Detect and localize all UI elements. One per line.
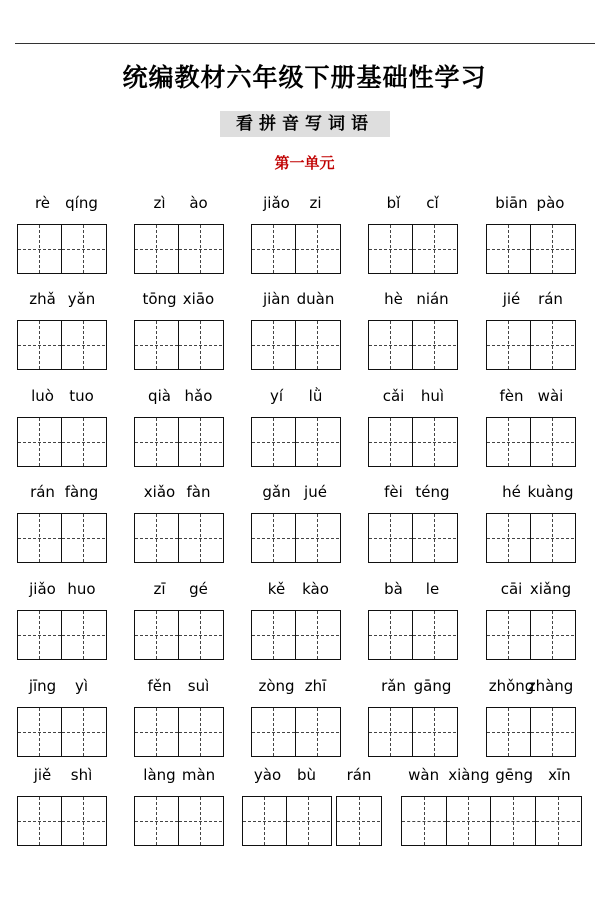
pinyin-line: [368, 290, 458, 314]
tianzige-box[interactable]: [135, 514, 179, 562]
pinyin-line: [486, 290, 576, 314]
pinyin-syllable: jiǎo: [29, 580, 56, 598]
writing-grid[interactable]: [336, 796, 382, 846]
word-item: [368, 677, 458, 757]
tianzige-box[interactable]: [135, 611, 179, 659]
pinyin-syllable: rán: [30, 483, 55, 501]
tianzige-box[interactable]: [491, 797, 536, 845]
writing-grid[interactable]: [486, 320, 576, 370]
pinyin-syllable: duàn: [296, 290, 335, 308]
tianzige-box[interactable]: [252, 708, 296, 756]
tianzige-box[interactable]: [296, 611, 340, 659]
pinyin-syllable: lǜ: [308, 387, 323, 405]
tianzige-box[interactable]: [18, 418, 62, 466]
pinyin-line: [134, 194, 224, 218]
pinyin-syllable: zì: [153, 194, 166, 212]
writing-grid[interactable]: [368, 513, 458, 563]
tianzige-box[interactable]: [287, 797, 331, 845]
pinyin-syllable: làng: [143, 766, 176, 784]
tianzige-box[interactable]: [402, 797, 447, 845]
pinyin-syllable: zhǒng: [488, 677, 535, 695]
tianzige-box[interactable]: [413, 708, 457, 756]
word-item: [251, 483, 341, 563]
writing-grid[interactable]: [368, 610, 458, 660]
tianzige-box[interactable]: [62, 225, 106, 273]
pinyin-syllable: jiě: [33, 766, 52, 784]
pinyin-syllable: wàn: [408, 766, 440, 784]
tianzige-box[interactable]: [531, 708, 575, 756]
writing-grid[interactable]: [368, 707, 458, 757]
pinyin-syllable: gǎn: [262, 483, 291, 501]
writing-grid[interactable]: [17, 796, 107, 846]
pinyin-syllable: huo: [67, 580, 96, 598]
tianzige-box[interactable]: [447, 797, 492, 845]
tianzige-box[interactable]: [296, 514, 340, 562]
pinyin-syllable: fèn: [499, 387, 524, 405]
pinyin-syllable: ào: [189, 194, 208, 212]
pinyin-syllable: rán: [346, 766, 372, 784]
tianzige-box[interactable]: [252, 225, 296, 273]
tianzige-box[interactable]: [531, 321, 575, 369]
pinyin-syllable: màn: [181, 766, 216, 784]
tianzige-box[interactable]: [62, 418, 106, 466]
pinyin-line: [17, 766, 107, 790]
writing-grid[interactable]: [251, 417, 341, 467]
tianzige-box[interactable]: [369, 708, 413, 756]
pinyin-line: [251, 483, 341, 507]
tianzige-box[interactable]: [179, 321, 223, 369]
pinyin-line: [336, 766, 382, 790]
unit-title: 第一单元: [274, 154, 335, 172]
word-item: [134, 677, 224, 757]
pinyin-line: [368, 677, 458, 701]
pinyin-syllable: jiǎo: [263, 194, 290, 212]
tianzige-box[interactable]: [179, 611, 223, 659]
writing-grid[interactable]: [134, 417, 224, 467]
pinyin-syllable: qià: [148, 387, 171, 405]
pinyin-syllable: rǎn: [381, 677, 406, 695]
pinyin-line: [251, 387, 341, 411]
word-item: [486, 387, 576, 467]
pinyin-syllable: nián: [416, 290, 449, 308]
pinyin-syllable: rè: [34, 194, 51, 212]
word-item: [251, 290, 341, 370]
tianzige-box[interactable]: [135, 418, 179, 466]
tianzige-box[interactable]: [135, 708, 179, 756]
tianzige-box[interactable]: [18, 225, 62, 273]
pinyin-syllable: huì: [420, 387, 445, 405]
tianzige-box[interactable]: [487, 321, 531, 369]
pinyin-syllable: wài: [537, 387, 564, 405]
tianzige-box[interactable]: [531, 225, 575, 273]
word-item: [486, 194, 576, 274]
tianzige-box[interactable]: [487, 708, 531, 756]
tianzige-box[interactable]: [135, 797, 179, 845]
pinyin-syllable: fàn: [186, 483, 211, 501]
word-item: [486, 677, 576, 757]
word-item: [486, 580, 576, 660]
pinyin-syllable: zhī: [304, 677, 327, 695]
pinyin-syllable: biān: [495, 194, 528, 212]
pinyin-line: [17, 387, 107, 411]
tianzige-box[interactable]: [369, 321, 413, 369]
tianzige-box[interactable]: [179, 708, 223, 756]
pinyin-syllable: pào: [536, 194, 565, 212]
pinyin-line: [134, 766, 224, 790]
pinyin-line: [17, 677, 107, 701]
tianzige-box[interactable]: [62, 708, 106, 756]
writing-grid[interactable]: [486, 610, 576, 660]
pinyin-syllable: cǎi: [382, 387, 405, 405]
tianzige-box[interactable]: [369, 514, 413, 562]
tianzige-box[interactable]: [487, 225, 531, 273]
pinyin-syllable: kě: [267, 580, 286, 598]
writing-grid[interactable]: [251, 707, 341, 757]
tianzige-box[interactable]: [296, 225, 340, 273]
writing-grid[interactable]: [368, 224, 458, 274]
tianzige-box[interactable]: [62, 611, 106, 659]
tianzige-box[interactable]: [487, 418, 531, 466]
pinyin-syllable: shì: [70, 766, 93, 784]
tianzige-box[interactable]: [62, 514, 106, 562]
tianzige-box[interactable]: [413, 225, 457, 273]
pinyin-syllable: rán: [538, 290, 563, 308]
pinyin-line: [17, 580, 107, 604]
tianzige-box[interactable]: [337, 797, 380, 845]
tianzige-box[interactable]: [135, 225, 179, 273]
pinyin-line: [251, 677, 341, 701]
pinyin-line: [17, 290, 107, 314]
pinyin-syllable: le: [425, 580, 440, 598]
pinyin-line: [17, 483, 107, 507]
word-item: [486, 483, 576, 563]
tianzige-box[interactable]: [243, 797, 287, 845]
pinyin-syllable: fěn: [147, 677, 172, 695]
pinyin-line: [242, 766, 332, 790]
pinyin-syllable: zī: [153, 580, 166, 598]
pinyin-line: [368, 483, 458, 507]
pinyin-syllable: yǎn: [67, 290, 96, 308]
pinyin-syllable: yì: [74, 677, 89, 695]
word-item: [368, 194, 458, 274]
tianzige-box[interactable]: [18, 611, 62, 659]
pinyin-line: [401, 766, 582, 790]
pinyin-syllable: tōng: [142, 290, 177, 308]
word-item: [368, 290, 458, 370]
word-item: [251, 194, 341, 274]
pinyin-syllable: hǎo: [184, 387, 213, 405]
pinyin-line: [486, 580, 576, 604]
writing-grid[interactable]: [17, 320, 107, 370]
top-rule: [15, 43, 595, 44]
writing-grid[interactable]: [134, 707, 224, 757]
tianzige-box[interactable]: [179, 418, 223, 466]
tianzige-box[interactable]: [62, 797, 106, 845]
writing-grid[interactable]: [368, 320, 458, 370]
tianzige-box[interactable]: [18, 514, 62, 562]
word-item: [17, 580, 107, 660]
tianzige-box[interactable]: [135, 321, 179, 369]
writing-grid[interactable]: [17, 417, 107, 467]
pinyin-syllable: cāi: [500, 580, 523, 598]
writing-grid[interactable]: [134, 610, 224, 660]
pinyin-line: [486, 677, 576, 701]
pinyin-syllable: yào: [253, 766, 282, 784]
word-item: [242, 766, 332, 846]
tianzige-box[interactable]: [413, 514, 457, 562]
word-item: [401, 766, 582, 846]
tianzige-box[interactable]: [252, 321, 296, 369]
pinyin-line: [17, 194, 107, 218]
pinyin-line: [251, 580, 341, 604]
word-item: [17, 677, 107, 757]
pinyin-line: [368, 194, 458, 218]
pinyin-syllable: jié: [502, 290, 521, 308]
pinyin-syllable: zhǎ: [29, 290, 56, 308]
pinyin-syllable: tuo: [69, 387, 94, 405]
tianzige-box[interactable]: [413, 611, 457, 659]
writing-grid[interactable]: [134, 224, 224, 274]
pinyin-line: [486, 387, 576, 411]
pinyin-syllable: kuàng: [527, 483, 574, 501]
pinyin-syllable: bǐ: [386, 194, 401, 212]
word-item: [134, 580, 224, 660]
pinyin-line: [251, 194, 341, 218]
writing-grid[interactable]: [242, 796, 332, 846]
pinyin-line: [368, 580, 458, 604]
word-item: [251, 580, 341, 660]
pinyin-line: [134, 290, 224, 314]
word-item: [486, 290, 576, 370]
tianzige-box[interactable]: [487, 611, 531, 659]
pinyin-syllable: fàng: [64, 483, 99, 501]
tianzige-box[interactable]: [62, 321, 106, 369]
tianzige-box[interactable]: [413, 418, 457, 466]
tianzige-box[interactable]: [179, 797, 223, 845]
word-item: [17, 766, 107, 846]
word-item: [17, 194, 107, 274]
tianzige-box[interactable]: [531, 418, 575, 466]
pinyin-line: [486, 194, 576, 218]
pinyin-syllable: gāng: [413, 677, 452, 695]
writing-grid[interactable]: [486, 417, 576, 467]
pinyin-syllable: kào: [302, 580, 329, 598]
word-item: [134, 483, 224, 563]
writing-grid[interactable]: [486, 513, 576, 563]
writing-grid[interactable]: [251, 513, 341, 563]
tianzige-box[interactable]: [18, 797, 62, 845]
pinyin-syllable: jīng: [28, 677, 57, 695]
pinyin-line: [251, 290, 341, 314]
word-item: [368, 483, 458, 563]
writing-grid[interactable]: [17, 513, 107, 563]
pinyin-syllable: xīn: [548, 766, 571, 784]
tianzige-box[interactable]: [531, 514, 575, 562]
word-item: [134, 194, 224, 274]
pinyin-syllable: luò: [31, 387, 54, 405]
word-item: [17, 483, 107, 563]
word-item: [134, 387, 224, 467]
pinyin-syllable: xiàng: [448, 766, 490, 784]
tianzige-box[interactable]: [296, 418, 340, 466]
pinyin-syllable: yí: [269, 387, 284, 405]
tianzige-box[interactable]: [531, 611, 575, 659]
word-item: [368, 580, 458, 660]
tianzige-box[interactable]: [252, 611, 296, 659]
pinyin-syllable: zòng: [258, 677, 295, 695]
pinyin-syllable: jué: [304, 483, 327, 501]
pinyin-syllable: bà: [384, 580, 403, 598]
writing-grid[interactable]: [251, 320, 341, 370]
tianzige-box[interactable]: [18, 708, 62, 756]
writing-grid[interactable]: [134, 320, 224, 370]
pinyin-syllable: hè: [384, 290, 403, 308]
pinyin-line: [134, 483, 224, 507]
writing-grid[interactable]: [134, 513, 224, 563]
writing-grid[interactable]: [134, 796, 224, 846]
tianzige-box[interactable]: [252, 418, 296, 466]
writing-grid[interactable]: [368, 417, 458, 467]
tianzige-box[interactable]: [252, 514, 296, 562]
page-title: 统编教材六年级下册基础性学习: [122, 63, 487, 92]
tianzige-box[interactable]: [369, 418, 413, 466]
tianzige-box[interactable]: [179, 514, 223, 562]
writing-grid[interactable]: [486, 707, 576, 757]
word-item: [17, 387, 107, 467]
pinyin-syllable: qíng: [65, 194, 98, 212]
pinyin-syllable: gé: [189, 580, 208, 598]
tianzige-box[interactable]: [369, 611, 413, 659]
pinyin-syllable: xiǎng: [529, 580, 572, 598]
writing-grid[interactable]: [486, 224, 576, 274]
writing-grid[interactable]: [17, 707, 107, 757]
writing-grid[interactable]: [401, 796, 582, 846]
pinyin-line: [134, 387, 224, 411]
pinyin-syllable: zhàng: [527, 677, 574, 695]
writing-grid[interactable]: [17, 224, 107, 274]
word-item: [134, 766, 224, 846]
writing-grid[interactable]: [17, 610, 107, 660]
word-item: [134, 290, 224, 370]
word-item: [251, 677, 341, 757]
tianzige-box[interactable]: [487, 514, 531, 562]
pinyin-syllable: xiǎo: [143, 483, 176, 501]
word-item: [368, 387, 458, 467]
pinyin-line: [486, 483, 576, 507]
tianzige-box[interactable]: [369, 225, 413, 273]
pinyin-syllable: fèi: [384, 483, 403, 501]
pinyin-line: [368, 387, 458, 411]
pinyin-syllable: jiàn: [262, 290, 291, 308]
pinyin-syllable: suì: [187, 677, 210, 695]
section-subtitle: 看拼音写词语: [220, 111, 390, 137]
pinyin-syllable: cǐ: [426, 194, 439, 212]
pinyin-syllable: xiāo: [182, 290, 215, 308]
pinyin-syllable: gēng: [495, 766, 534, 784]
tianzige-box[interactable]: [296, 708, 340, 756]
pinyin-line: [134, 580, 224, 604]
tianzige-box[interactable]: [413, 321, 457, 369]
pinyin-line: [134, 677, 224, 701]
tianzige-box[interactable]: [18, 321, 62, 369]
word-item: [17, 290, 107, 370]
tianzige-box[interactable]: [179, 225, 223, 273]
tianzige-box[interactable]: [296, 321, 340, 369]
word-item: [336, 766, 382, 846]
pinyin-syllable: bù: [296, 766, 317, 784]
pinyin-syllable: zi: [309, 194, 322, 212]
pinyin-syllable: téng: [415, 483, 450, 501]
writing-grid[interactable]: [251, 610, 341, 660]
pinyin-syllable: hé: [502, 483, 521, 501]
word-item: [251, 387, 341, 467]
writing-grid[interactable]: [251, 224, 341, 274]
tianzige-box[interactable]: [536, 797, 581, 845]
